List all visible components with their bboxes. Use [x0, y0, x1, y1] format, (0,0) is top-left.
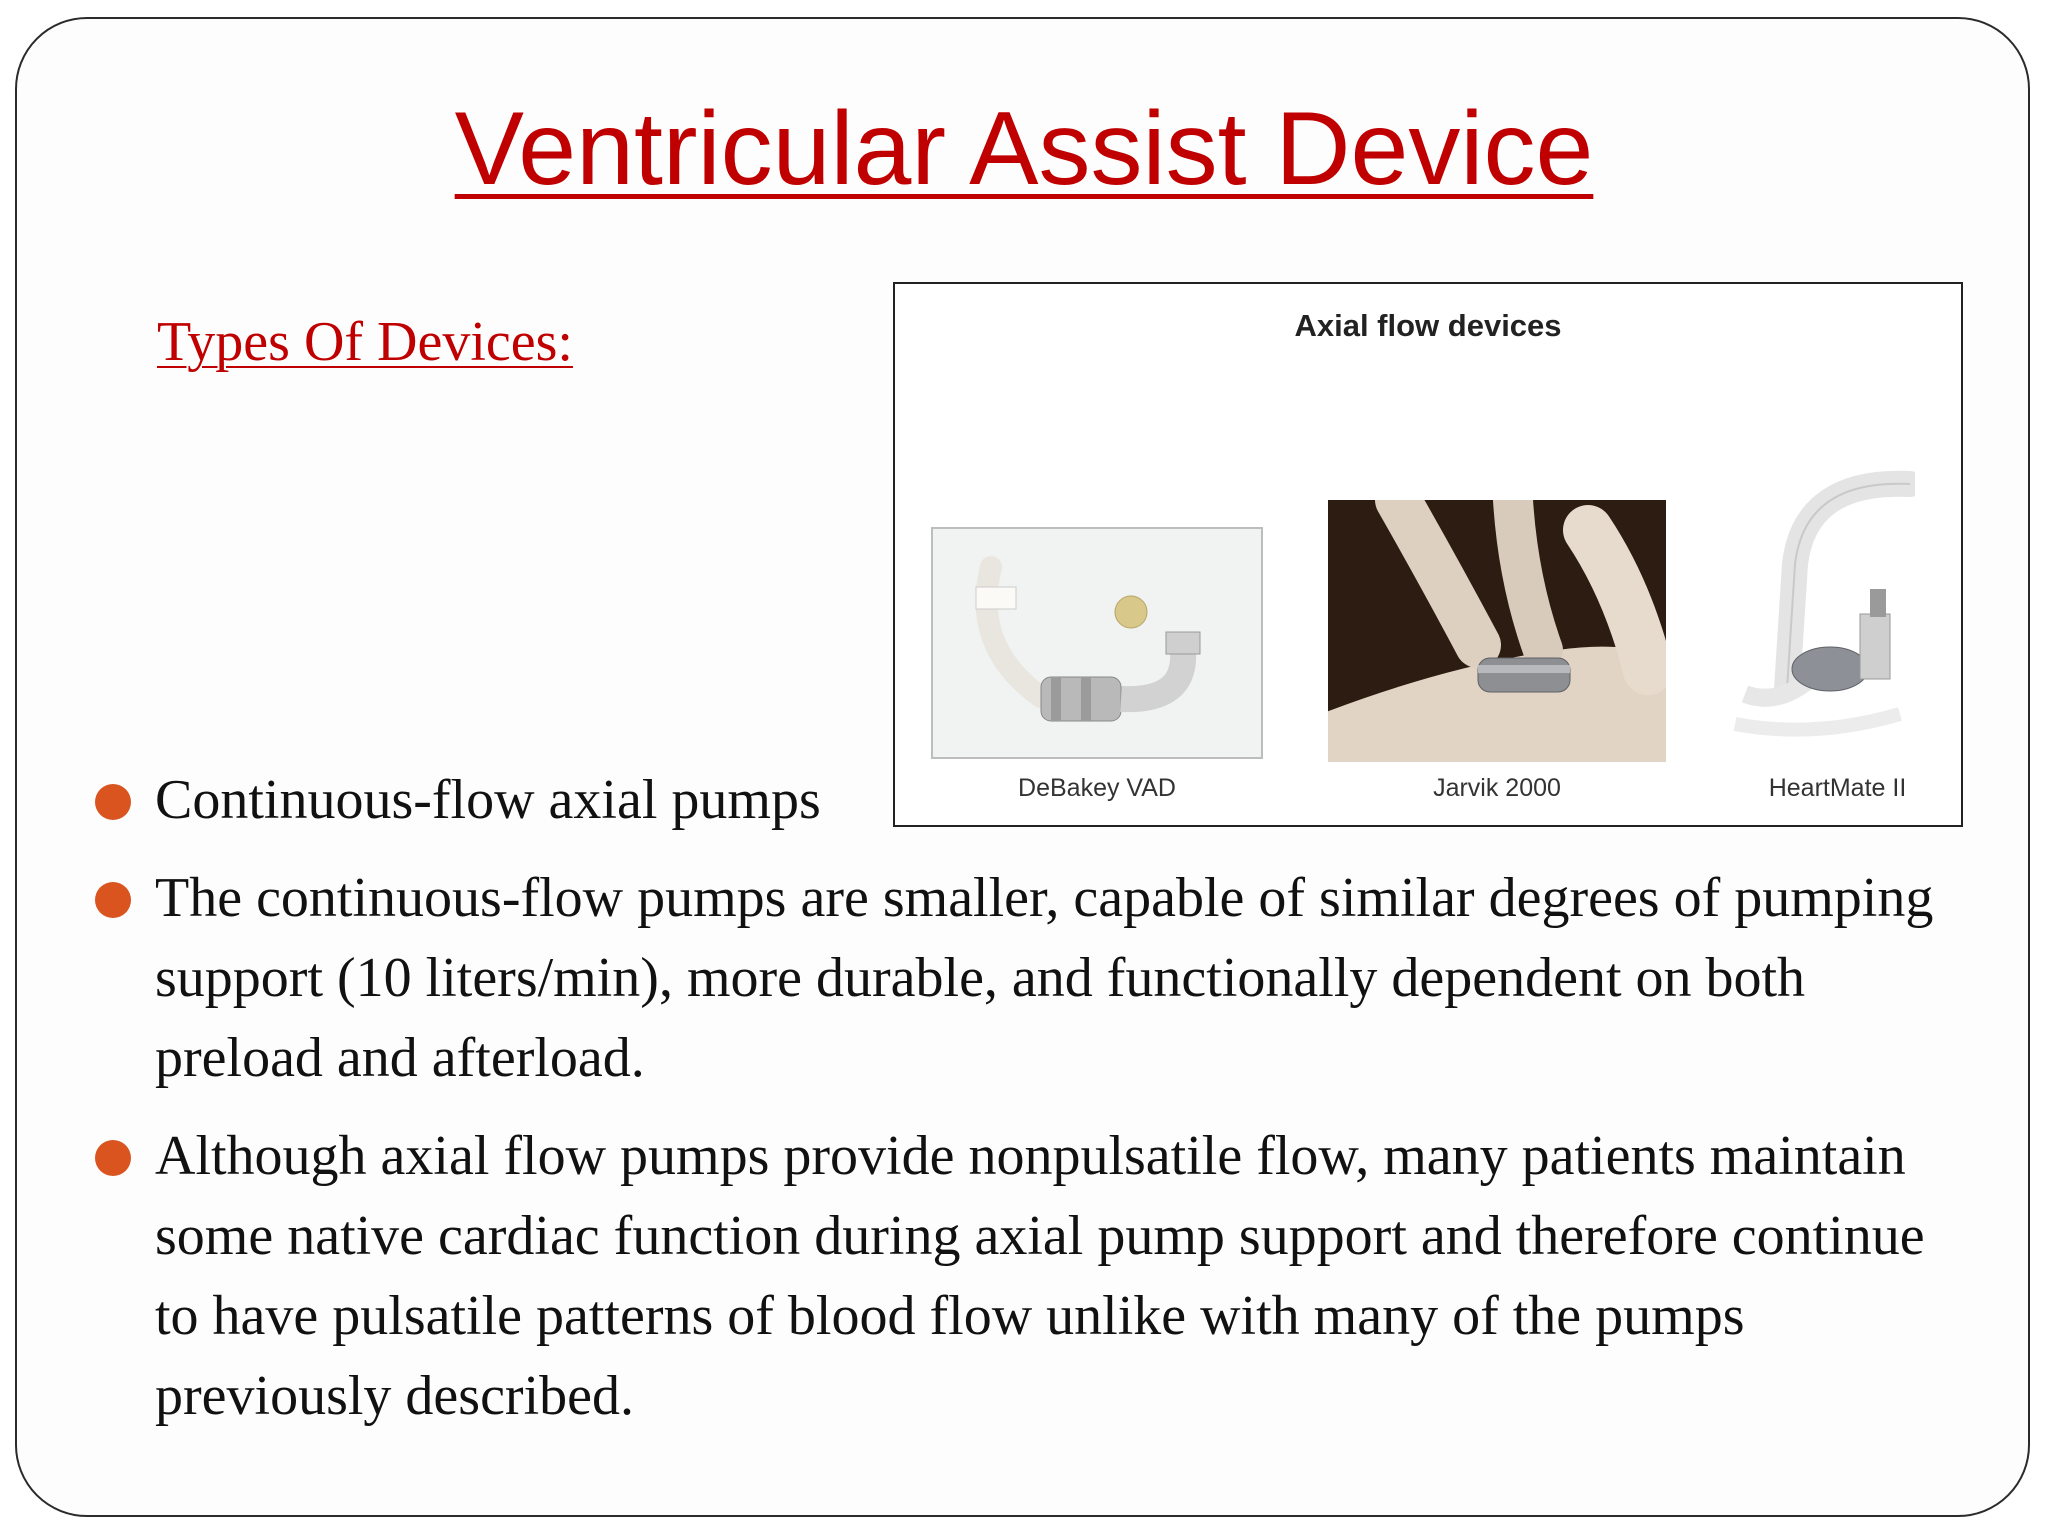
figure-title: Axial flow devices: [1294, 308, 1562, 343]
section-subtitle: Types Of Devices:: [157, 311, 573, 373]
bullet-list: [95, 760, 1965, 1454]
jarvik-2000-label: Jarvik 2000: [1433, 774, 1561, 802]
bullet-item: [95, 760, 935, 840]
debakey-vad-photo: [931, 527, 1263, 759]
slide-title: Ventricular Assist Device: [454, 91, 1594, 207]
debakey-vad-label: DeBakey VAD: [1018, 774, 1176, 802]
axial-devices-figure: [893, 282, 1963, 827]
heartmate-ii-label: HeartMate II: [1768, 774, 1907, 802]
bullet-item: [95, 1116, 1965, 1436]
bullet-dot-icon: [95, 1140, 131, 1176]
bullet-dot-icon: [95, 784, 131, 820]
heartmate-ii-photo: [1725, 469, 1915, 764]
bullet-dot-icon: [95, 882, 131, 918]
bullet-text: Continuous-flow axial pumps: [155, 769, 821, 831]
bullet-text: The continuous-flow pumps are smaller, capable of similar degrees of pumping support (10 liters/min), more durable, and functionally dependent on both preload and afterload.: [155, 867, 1934, 1089]
bullet-text: Although axial flow pumps provide nonpulsatile flow, many patients maintain some native cardiac function during axial pump support and therefore continue to have pulsatile patterns of blood flow unlike with many of the pumps previously described.: [155, 1125, 1925, 1427]
jarvik-2000-photo: [1328, 500, 1666, 762]
bullet-item: [95, 858, 1965, 1098]
